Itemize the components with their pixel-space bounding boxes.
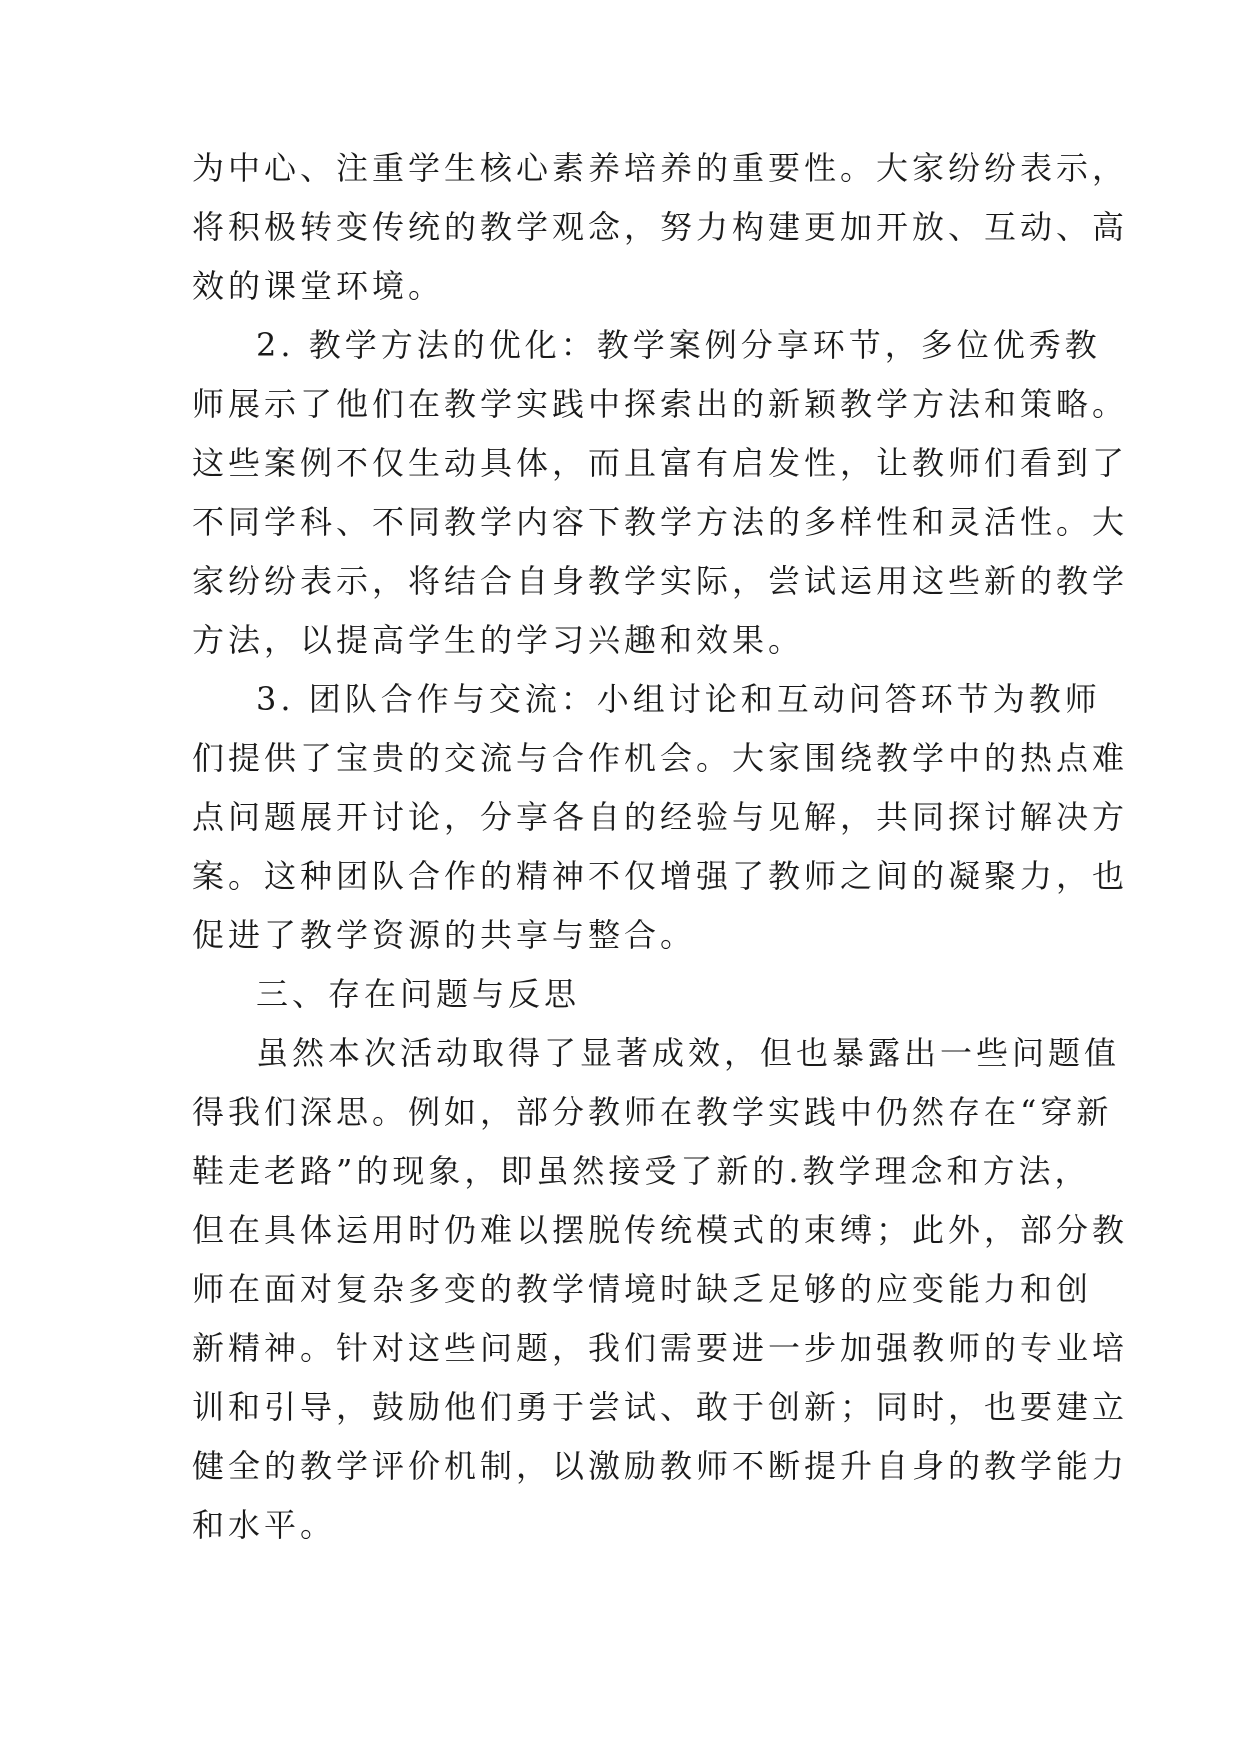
- text-line: 家纷纷表示，将结合自身教学实际，尝试运用这些新的教学: [192, 562, 1129, 600]
- text-line: 健全的教学评价机制，以激励教师不断提升自身的教学能力: [192, 1447, 1129, 1485]
- text-line: 虽然本次活动取得了显著成效，但也暴露出一些问题值: [256, 1034, 1121, 1072]
- text-line: 这些案例不仅生动具体，而且富有启发性，让教师们看到了: [192, 444, 1129, 482]
- text-line: 2. 教学方法的优化：教学案例分享环节，多位优秀教: [256, 326, 1101, 364]
- text-line: 但在具体运用时仍难以摆脱传统模式的束缚；此外，部分教: [192, 1211, 1129, 1249]
- section-heading: 三、存在问题与反思: [256, 975, 581, 1013]
- text-line: 师展示了他们在教学实践中探索出的新颖教学方法和策略。: [192, 385, 1129, 423]
- text-line: 效的课堂环境。: [192, 267, 445, 305]
- text-line: 为中心、注重学生核心素养培养的重要性。大家纷纷表示，: [192, 149, 1129, 187]
- text-line: 鞋走老路”的现象，即虽然接受了新的.教学理念和方法，: [192, 1152, 1091, 1190]
- text-line: 方法，以提高学生的学习兴趣和效果。: [192, 621, 805, 659]
- text-line: 新精神。针对这些问题，我们需要进一步加强教师的专业培: [192, 1329, 1129, 1367]
- text-line: 将积极转变传统的教学观念，努力构建更加开放、互动、高: [192, 208, 1129, 246]
- text-line: 和水平。: [192, 1506, 337, 1544]
- text-line: 训和引导，鼓励他们勇于尝试、敢于创新；同时，也要建立: [192, 1388, 1129, 1426]
- text-line: 得我们深思。例如，部分教师在教学实践中仍然存在“穿新: [192, 1093, 1113, 1131]
- text-line: 师在面对复杂多变的教学情境时缺乏足够的应变能力和创: [192, 1270, 1093, 1308]
- text-line: 们提供了宝贵的交流与合作机会。大家围绕教学中的热点难: [192, 739, 1129, 777]
- text-line: 3. 团队合作与交流：小组讨论和互动问答环节为教师: [256, 680, 1101, 718]
- text-line: 促进了教学资源的共享与整合。: [192, 916, 697, 954]
- text-line: 不同学科、不同教学内容下教学方法的多样性和灵活性。大: [192, 503, 1129, 541]
- text-line: 点问题展开讨论，分享各自的经验与见解，共同探讨解决方: [192, 798, 1129, 836]
- text-line: 案。这种团队合作的精神不仅增强了教师之间的凝聚力，也: [192, 857, 1129, 895]
